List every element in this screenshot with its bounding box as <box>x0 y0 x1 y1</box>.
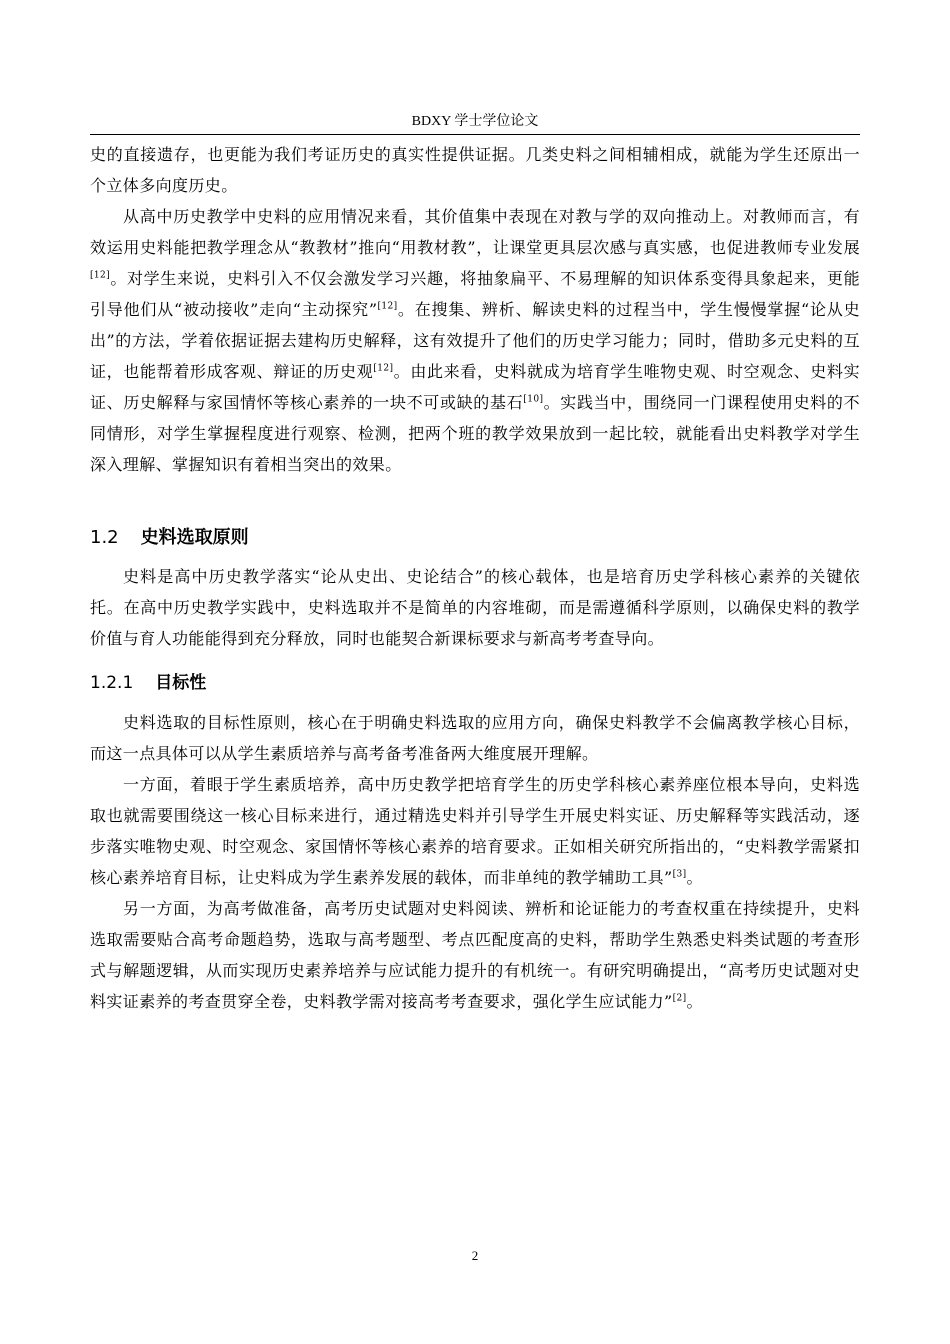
paragraph-6-text-2: 。 <box>686 992 703 1011</box>
paragraph-6-text-1: 另一方面，为高考做准备，高考历史试题对史料阅读、辨析和论证能力的考查权重在持续提升，史料选取需要贴合高考命题趋势，选取与高考题型、考点匹配度高的史料，帮助学生熟悉史料类试题的考查形式与解题逻辑，从而实现历史素养培养与应试能力提升的有机统一。有研究明确提出，“高考历史试题对史料实证素养的考查贯穿全卷，史料教学需对接高考考查要求，强化学生应试能力” <box>90 899 860 1011</box>
paragraph-5-text-2: 。 <box>686 868 703 887</box>
section-number: 1.2 <box>90 527 119 548</box>
page-number: 2 <box>471 1248 479 1263</box>
subsection-heading <box>90 668 860 699</box>
citation-2: [2] <box>672 993 687 1004</box>
citation-3: [3] <box>672 869 687 880</box>
header-rule <box>90 134 860 135</box>
section-title: 史料选取原则 <box>140 527 249 548</box>
paragraph-4: 史料选取的目标性原则，核心在于明确史料选取的应用方向，确保史料教学不会偏离教学核心目标，而这一点具体可以从学生素质培养与高考备考准备两大维度展开理解。 <box>90 713 860 763</box>
paragraph-2-text-1: 从高中历史教学中史料的应用情况来看，其价值集中表现在对教与学的双向推动上。对教师而言，有效运用史料能把教学理念从“教教材”推向“用教材教”，让课堂更具层次感与真实感，也促进教师专业发展 <box>90 207 860 257</box>
paragraph-2 <box>90 201 860 480</box>
paragraph-2-text-2: 。对学生来说，史料引入不仅会激发学习兴趣，将抽象扁平、不易理解的知识体系变得具象起来，更能引导他们从“被动接收”走向“主动探究” <box>90 269 860 319</box>
section-heading <box>90 522 860 553</box>
paragraph-5-text-1: 一方面，着眼于学生素质培养，高中历史教学把培育学生的历史学科核心素养座位根本导向，史料选取也就需要围绕这一核心目标来进行，通过精选史料并引导学生开展史料实证、历史解释等实践活动，逐步落实唯物史观、时空观念、家国情怀等核心素养的培育要求。正如相关研究所指出的，“史料教学需紧扣核心素养培育目标，让史料成为学生素养发展的载体，而非单纯的教学辅助工具” <box>90 775 860 887</box>
citation-12: [12] <box>373 363 394 374</box>
paragraph-6 <box>90 893 860 1017</box>
page-header: BDXY 学士学位论文 <box>411 114 539 129</box>
paragraph-3: 史料是高中历史教学落实“论从史出、史论结合”的核心载体，也是培育历史学科核心素养的关键依托。在高中历史教学实践中，史料选取并不是简单的内容堆砌，而是需遵循科学原则，以确保史料的教学价值与育人功能能得到充分释放，同时也能契合新课标要求与新高考考查导向。 <box>90 567 860 648</box>
paragraph-2-text-4: 。由此来看，史料就成为培育学生唯物史观、时空观念、史料实证、历史解释与家国情怀等核心素养的一块不可或缺的基石 <box>90 362 860 412</box>
paragraph-5 <box>90 769 860 893</box>
subsection-title: 目标性 <box>155 673 207 693</box>
citation-10: [10] <box>523 394 544 405</box>
citation-12: [12] <box>377 301 398 312</box>
paragraph-2-text-5: 。实践当中，围绕同一门课程使用史料的不同情形，对学生掌握程度进行观察、检测，把两个班的教学效果放到一起比较，就能看出史料教学对学生深入理解、掌握知识有着相当突出的效果。 <box>90 393 860 474</box>
page-body <box>90 139 860 1017</box>
citation-12: [12] <box>90 270 111 281</box>
subsection-number: 1.2.1 <box>90 673 134 693</box>
paragraph-2-text-3: 。在搜集、辨析、解读史料的过程当中，学生慢慢掌握“论从史出”的方法，学着依据证据去建构历史解释，这有效提升了他们的历史学习能力；同时，借助多元史料的互证，也能帮着形成客观、辩证的历史观 <box>90 300 860 381</box>
paragraph-1: 史的直接遗存，也更能为我们考证历史的真实性提供证据。几类史料之间相辅相成，就能为学生还原出一个立体多向度历史。 <box>90 145 860 195</box>
